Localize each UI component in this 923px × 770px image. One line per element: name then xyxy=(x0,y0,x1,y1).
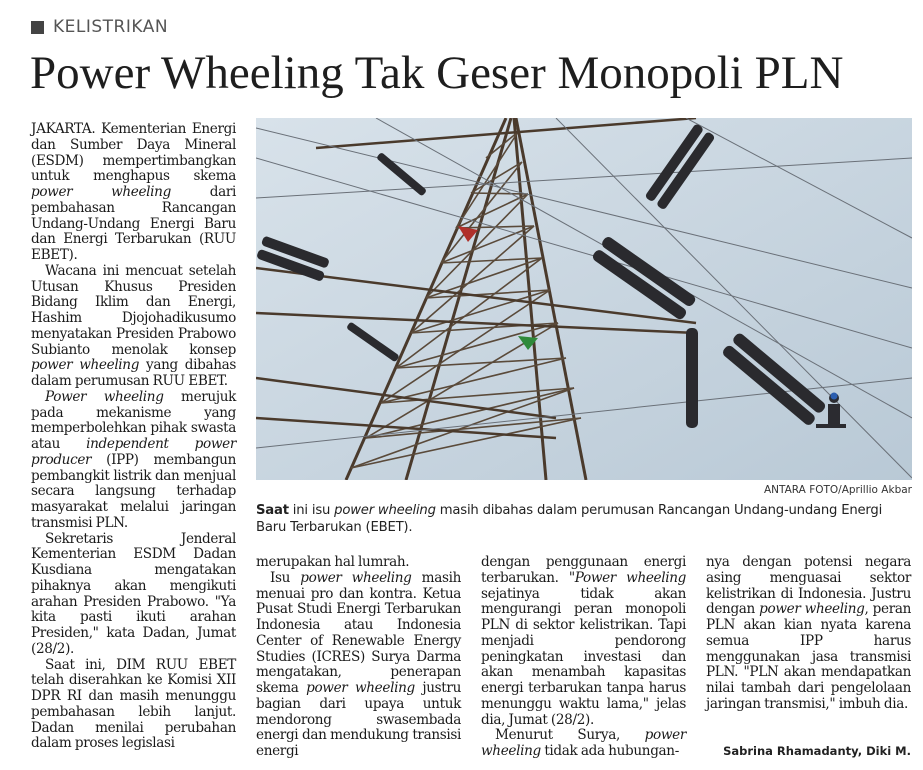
paragraph: Menurut Surya, power wheeling tidak ada hubungan- xyxy=(481,727,686,759)
paragraph: merupakan hal lumrah. xyxy=(256,554,410,570)
news-photo-power-lines xyxy=(256,118,912,480)
rubric-square-icon xyxy=(31,21,44,34)
article-column-2 xyxy=(256,555,461,760)
photo-caption: Saat ini isu power wheeling masih dibahas dalam perumusan Rancangan Undang-undang Energi Baru Terbarukan (EBET). xyxy=(256,503,883,535)
paragraph: nya dengan potensi negara asing menguasai sektor kelistrikan di Indonesia. Justru dengan power wheeling, peran PLN akan kian nyata karena semua IPP harus menggunakan jasa transmisi PLN. "PLN akan mendapatkan nilai tambah dari pengelolaan jaringan transmisi," imbuh dia. xyxy=(706,554,912,712)
paragraph: dengan penggunaan energi terbarukan. "Power wheeling sejatinya tidak akan mengurangi peran monopoli PLN di sektor kelistrikan. Tapi menjadi pendorong peningkatan investasi dan akan menambah kapasitas energi terbarukan tanpa harus menunggu waktu lama," jelas dia, Jumat (28/2). xyxy=(481,554,686,728)
article-column-3 xyxy=(481,555,686,760)
byline: Sabrina Rhamadanty, Diki M. xyxy=(723,744,911,758)
article-column-1 xyxy=(31,122,236,752)
paragraph: Isu power wheeling masih menuai pro dan kontra. Ketua Pusat Studi Energi Terbarukan Indonesia atau Indonesia Center of Renewable Energy Studies (ICRES) Surya Darma mengatakan, penerapan skema power wheeling justru bagian dari upaya untuk mendorong swasembada energi dan mendukung transisi energi xyxy=(256,569,462,759)
paragraph: Wacana ini mencuat setelah Utusan Khusus Presiden Bidang Iklim dan Energi, Hashim Djojohadikusumo menyatakan Presiden Prabowo Subianto menolak konsep power wheeling yang dibahas dalam perumusan RUU EBET. xyxy=(31,262,236,389)
paragraph: Saat ini, DIM RUU EBET telah diserahkan ke Komisi XII DPR RI dan masih menunggu pembahasan lebih lanjut. Dadan menilai perubahan dalam proses legislasi xyxy=(31,656,236,752)
paragraph: Power wheeling merujuk pada mekanisme yang memperbolehkan pihak swasta atau independent power producer (IPP) membangun pembangkit listrik dan menjual secara langsung terhadap masyarakat melalui jaringan transmisi PLN. xyxy=(31,388,236,531)
headline: Power Wheeling Tak Geser Monopoli PLN xyxy=(30,47,844,99)
section-rubric xyxy=(31,14,168,40)
article-column-4 xyxy=(706,555,911,713)
paragraph: Sekretaris Jenderal Kementerian ESDM Dadan Kusdiana mengatakan pihaknya akan mengikuti arahan Presiden Prabowo. "Ya kita pasti ikuti arahan Presiden," kata Dadan, Jumat (28/2). xyxy=(31,530,236,657)
rubric-label: KELISTRIKAN xyxy=(53,17,169,37)
photo-credit: ANTARA FOTO/Aprillio Akbar xyxy=(763,484,912,496)
paragraph: JAKARTA. Kementerian Energi dan Sumber Daya Mineral (ESDM) mempertimbangkan untuk menghapus skema power wheeling dari pembahasan Rancangan Undang-Undang Energi Baru dan Energi Terbarukan (RUU EBET). xyxy=(31,121,236,263)
